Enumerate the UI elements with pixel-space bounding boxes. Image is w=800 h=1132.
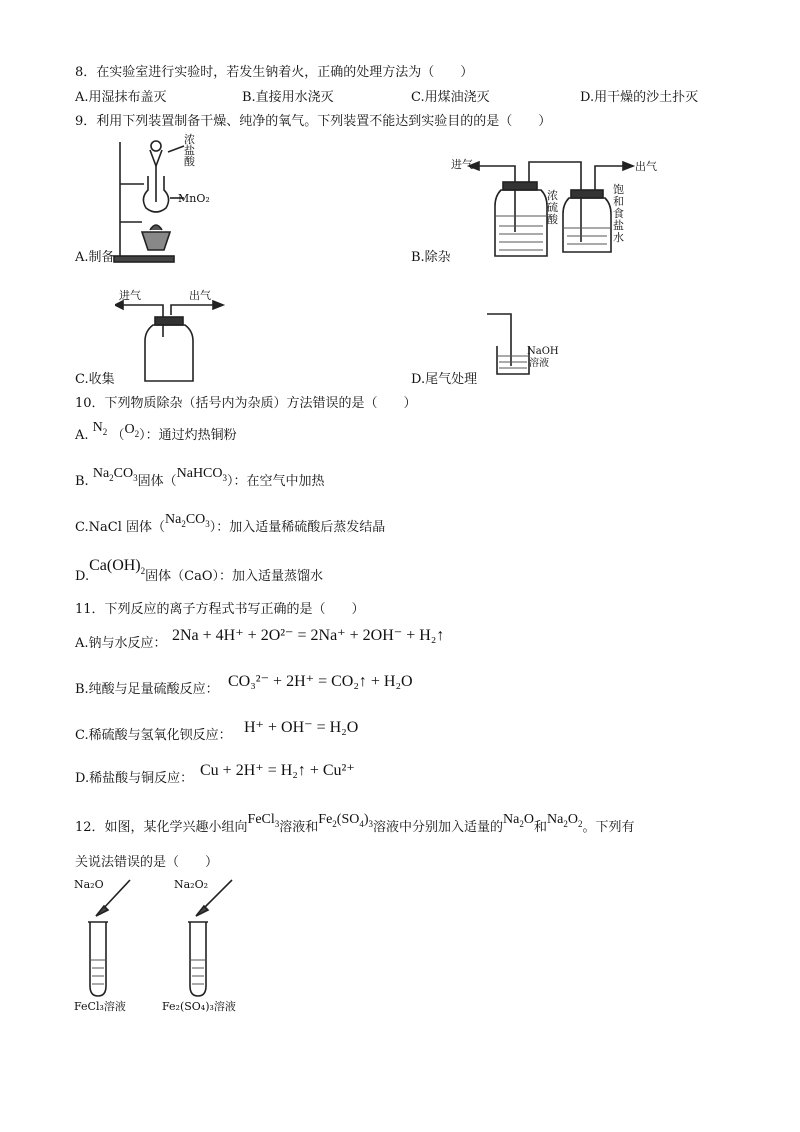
q11-stem: 11．下列反应的离子方程式书写正确的是（ ） bbox=[75, 602, 365, 617]
q10-stem: 10．下列物质除杂（括号内为杂质）方法错误的是（ ） bbox=[75, 396, 417, 411]
q9-figure-b-purifier bbox=[451, 156, 685, 266]
tube-1-label: FeCl₃溶液 bbox=[74, 1000, 126, 1013]
fig-b-bottle1-1: 浓 bbox=[547, 189, 558, 202]
fig-a-label-1: 浓 bbox=[184, 133, 195, 146]
q10-option-c: C.NaCl 固体$(Na_2CO_3)$：加入适量稀硫酸后蒸发结晶 bbox=[75, 512, 386, 535]
q9-caption-d: D.尾气处理 bbox=[411, 372, 478, 387]
q11-equation-c: H⁺ + OH⁻ = H₂O bbox=[244, 719, 359, 736]
q8-option-d: D.用干燥的沙土扑灭 bbox=[580, 90, 699, 105]
fig-b-bottle1-2: 硫 bbox=[547, 201, 558, 214]
tube-2-reagent: Na₂O₂ bbox=[174, 878, 209, 891]
q8-stem: 8．在实验室进行实验时，若发生钠着火，正确的处理方法为（ ） bbox=[75, 65, 474, 80]
q8-option-b: B.直接用水浇灭 bbox=[242, 90, 334, 105]
q8-option-c: C.用煤油浇灭 bbox=[411, 90, 490, 105]
q11-option-b: B.纯酸与足量硫酸反应： bbox=[75, 682, 219, 697]
formula-o2: $O_2$ bbox=[124, 422, 140, 439]
q12-stem-line1: 12．如图，某化学兴趣小组向FeCl$_3$溶液和$Fe_2(SO_4)_3$溶液中分别加入适量的$Na_2O$和$Na_2O_2$。下列有 bbox=[75, 812, 635, 835]
tube-1-reagent: Na₂O bbox=[74, 878, 104, 891]
q11-equation-a: 2Na + 4H⁺ + 2O²⁻ = 2Na⁺ + 2OH⁻ + H₂↑ bbox=[172, 627, 445, 644]
q12-tube-2 bbox=[160, 876, 260, 1016]
fig-b-bottle2-1: 饱 bbox=[613, 183, 624, 196]
fig-b-bottle2-5: 水 bbox=[613, 231, 624, 244]
q8-option-a: A.用湿抹布盖灭 bbox=[75, 90, 167, 105]
fig-d-label-1: NaOH bbox=[527, 346, 559, 357]
fig-c-inlet: 进气 bbox=[119, 289, 141, 302]
formula-na2co3: $Na_2CO_3$ bbox=[92, 466, 138, 483]
q12-tube-1 bbox=[72, 876, 152, 1016]
fig-b-bottle2-2: 和 bbox=[613, 195, 624, 208]
fig-b-bottle2-3: 食 bbox=[613, 207, 624, 220]
q9-caption-a: A.制备 bbox=[75, 250, 115, 265]
q11-option-d: D.稀盐酸与铜反应： bbox=[75, 771, 194, 786]
fig-b-bottle2-4: 盐 bbox=[613, 219, 624, 232]
fig-b-inlet: 进气 bbox=[451, 158, 473, 171]
fig-a-label-2: 盐 bbox=[184, 144, 195, 157]
q11-option-a: A.钠与水反应： bbox=[75, 636, 167, 651]
formula-na2co3-c: $Na_2CO_3$ bbox=[164, 512, 210, 529]
q11-equation-b: CO₃²⁻ + 2H⁺ = CO₂↑ + H₂O bbox=[228, 673, 413, 690]
q9-figure-d-absorber bbox=[485, 308, 565, 380]
formula-n2: $N_2$ bbox=[92, 420, 108, 437]
q12-stem-line2: 关说法错误的是（ ） bbox=[75, 855, 219, 870]
q9-caption-c: C.收集 bbox=[75, 372, 115, 387]
q9-stem: 9．利用下列装置制备干燥、纯净的氧气。下列装置不能达到实验目的的是（ ） bbox=[75, 114, 552, 129]
formula-na2o: $Na_2O$ bbox=[503, 812, 534, 829]
fig-b-outlet: 出气 bbox=[635, 160, 657, 173]
formula-na2o2: $Na_2O_2$ bbox=[547, 812, 583, 829]
q11-equation-d: Cu + 2H⁺ = H₂↑ + Cu²⁺ bbox=[200, 762, 355, 779]
q10-option-a: A. $N_2$ $(O_2)$：通过灼热铜粉 bbox=[75, 420, 237, 443]
formula-fe2so43: $Fe_2(SO_4)_3$ bbox=[318, 812, 374, 829]
q11-option-c: C.稀硫酸与氢氧化钡反应： bbox=[75, 728, 232, 743]
fig-c-outlet: 出气 bbox=[189, 289, 211, 302]
q9-figure-c-collector bbox=[115, 287, 235, 387]
q10-option-d: $D.Ca(OH)_2$固体（CaO）：加入适量蒸馏水 bbox=[75, 557, 323, 584]
q10-option-b: B. $Na_2CO_3$固体（NaHCO$_3$）：在空气中加热 bbox=[75, 466, 325, 489]
formula-nahco3: NaHCO$_3$ bbox=[176, 466, 228, 483]
fig-a-reagent: MnO₂ bbox=[178, 192, 210, 205]
fig-b-bottle1-3: 酸 bbox=[547, 213, 558, 226]
q9-caption-b: B.除杂 bbox=[411, 250, 451, 265]
tube-2-label: Fe₂(SO₄)₃溶液 bbox=[162, 1000, 236, 1013]
fig-a-label-3: 酸 bbox=[184, 155, 195, 168]
fig-d-label-2: 溶液 bbox=[529, 358, 549, 369]
formula-fecl3: FeCl$_3$ bbox=[247, 812, 280, 829]
q9-figure-a-generator bbox=[112, 132, 222, 264]
formula-caoh2: $Ca(OH)_2$ bbox=[89, 557, 146, 577]
